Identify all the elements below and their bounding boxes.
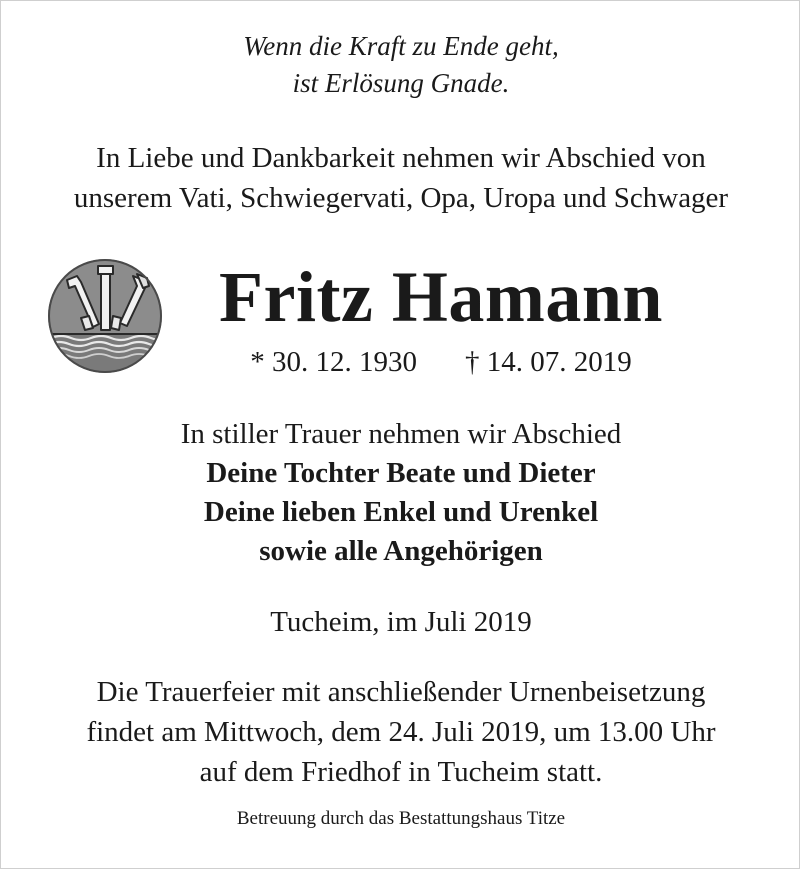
motto-line-1: Wenn die Kraft zu Ende geht, xyxy=(243,31,559,61)
motto-line-2: ist Erlösung Gnade. xyxy=(292,68,510,98)
funeral-line-2: findet am Mittwoch, dem 24. Juli 2019, um 13.00 Uhr xyxy=(86,716,716,748)
place-date: Tucheim, im Juli 2019 xyxy=(270,606,532,638)
undertaker-credit: Betreuung durch das Bestattungshaus Titze xyxy=(236,808,566,829)
mourner-line-1: Deine Tochter Beate und Dieter xyxy=(206,457,596,489)
funeral-line-1: Die Trauerfeier mit anschließender Urnenbeisetzung xyxy=(96,676,706,708)
life-dates xyxy=(191,344,691,380)
intro-line-1: In Liebe und Dankbarkeit nehmen wir Abschied von xyxy=(96,142,706,174)
craftsman-guild-emblem-icon xyxy=(47,258,163,374)
death-date: † 14. 07. 2019 xyxy=(465,346,632,378)
mourner-line-2: Deine lieben Enkel und Urenkel xyxy=(203,496,599,528)
mourners-intro: In stiller Trauer nehmen wir Abschied xyxy=(180,418,622,450)
mourner-line-3: sowie alle Angehörigen xyxy=(259,535,543,567)
birth-date: * 30. 12. 1930 xyxy=(250,346,417,378)
deceased-name: Fritz Hamann xyxy=(219,257,663,337)
intro-line-2: unserem Vati, Schwiegervati, Opa, Uropa und Schwager xyxy=(73,182,729,214)
funeral-line-3: auf dem Friedhof in Tucheim statt. xyxy=(199,756,603,788)
